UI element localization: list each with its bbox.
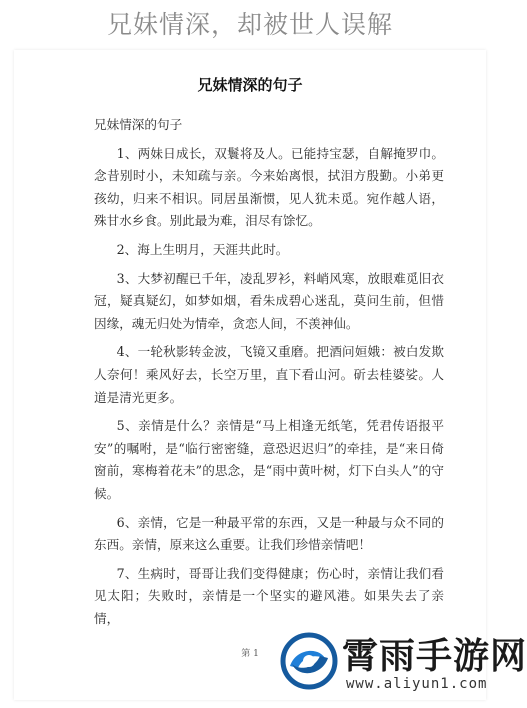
site-watermark [280,628,527,700]
page-number: 第 1 [241,649,259,659]
page-banner-title: 兄妹情深，却被世人误解 [106,10,393,39]
paragraph-1: 1、两妹日成长，双鬟将及人。已能持宝瑟，自解掩罗巾。念昔别时小，未知疏与亲。今来始离恨，拭泪方殷勤。小弟更孩幼，归来不相识。同居虽渐惯，见人犹未觅。宛作越人语，殊甘水乡食。别此最为难，泪尽有馀忆。 [94,145,444,229]
watermark-site-name: 霄雨手游网 [342,636,527,677]
watermark-site-url: www.aliyun1.com [346,676,488,692]
paragraph-4: 4、一轮秋影转金波，飞镜又重磨。把酒问姮娥：被白发欺人奈何！乘风好去，长空万里，直下看山河。斫去桂婆娑。人道是清光更多。 [94,344,444,405]
paragraph-2: 2、海上生明月，天涯共此时。 [116,241,289,257]
document-page [14,50,486,700]
paragraph-heading: 兄妹情深的句子 [94,117,183,132]
swirl-logo-icon [280,632,338,690]
paragraph-6: 6、亲情，它是一种最平常的东西，又是一种最与众不同的东西。亲情，原来这么重要。让我们珍惜亲情吧！ [94,514,444,553]
paragraph-3: 3、大梦初醒已千年，凌乱罗衫，料峭风寒，放眼难觅旧衣冠，疑真疑幻，如梦如烟，看朱成碧心迷乱，莫问生前，但惜因缘，魂无归处为情牵，贪恋人间，不羡神仙。 [94,270,444,331]
paragraph-7: 7、生病时，哥哥让我们变得健康；伤心时，亲情让我们看见太阳；失败时，亲情是一个坚实的避风港。如果失去了亲情， [94,565,444,626]
document-title: 兄妹情深的句子 [197,76,303,94]
paragraph-5: 5、亲情是什么？亲情是“马上相逢无纸笔，凭君传语报平安”的嘱咐，是“临行密密缝，意恐迟迟归”的牵挂，是“来日倚窗前，寒梅着花未”的思念，是“雨中黄叶树，灯下白头人”的守候。 [94,418,444,501]
document-body [94,114,444,636]
